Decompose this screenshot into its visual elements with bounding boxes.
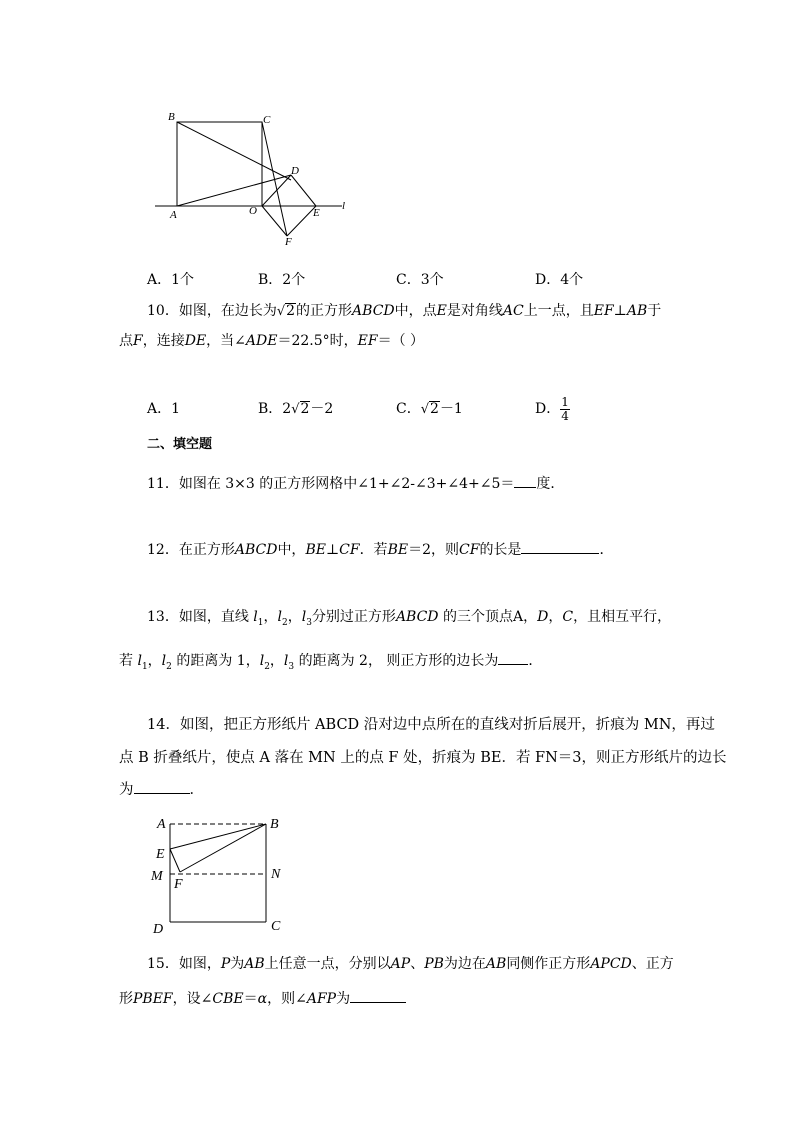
q10-option-c: C．√2－1 <box>396 401 463 417</box>
q10-option-a: A．1 <box>147 401 181 417</box>
q10-option-d: D． $\frac{1}{4}$ <box>535 394 569 423</box>
q9-option-a: A．1个 <box>147 272 195 288</box>
label-c: C <box>271 919 281 934</box>
label-o: O <box>249 205 257 217</box>
segment-ef <box>170 849 180 872</box>
segment-fb <box>180 824 266 872</box>
answer-blank <box>498 650 528 665</box>
fraction: $\frac{1}{4}$ <box>561 394 569 423</box>
label-b: B <box>270 817 279 832</box>
q15-line2: 形PBEF，设∠CBE＝α，则∠AFP为 <box>119 988 406 1009</box>
q14-line3: 为 ． <box>119 779 204 800</box>
q9-option-b: B．2个 <box>258 272 306 288</box>
q9-option-d: D．4个 <box>535 272 584 288</box>
label-e: E <box>156 847 165 862</box>
segment-bd <box>177 122 291 180</box>
crease-be <box>170 824 266 849</box>
q10-line2: 点F，连接DE，当∠ADE＝22.5°时，EF＝（ ） <box>119 333 425 349</box>
label-l: l <box>342 200 346 212</box>
section-heading: 二、填空题 <box>147 437 213 452</box>
q12: 12．在正方形ABCD中，BE⊥CF．若BE＝2，则CF的长是 ． <box>147 539 613 560</box>
segment-ad <box>177 175 291 206</box>
label-n: N <box>271 867 281 882</box>
figure-1 <box>150 108 360 248</box>
answer-blank <box>514 473 536 488</box>
label-b: B <box>168 111 175 123</box>
label-m: M <box>151 869 163 884</box>
answer-blank <box>521 539 599 554</box>
figure-2 <box>148 812 298 936</box>
q14-line2: 点 B 折叠纸片，使点 A 落在 MN 上的点 F 处，折痕为 BE．若 FN＝3，则正方形纸片的边长 <box>119 750 727 766</box>
q10-line1: 10．如图，在边长为√2的正方形ABCD中，点E是对角线AC上一点，且EF⊥AB于 <box>147 303 662 319</box>
q13-line1: 13．如图，直线 $l_1$，$l_2$，$l_3$分别过正方形ABCD 的三个顶点A，D，C，且相互平行， <box>147 609 672 628</box>
q14-line1: 14．如图，把正方形纸片 ABCD 沿对边中点所在的直线对折后展开，折痕为 MN，再过 <box>147 717 715 733</box>
square-abco <box>177 122 262 206</box>
segment-od <box>262 175 291 206</box>
label-c: C <box>263 114 271 126</box>
label-a: A <box>170 209 177 221</box>
label-e: E <box>313 207 320 219</box>
q9-option-c: C．3个 <box>396 272 444 288</box>
q10-option-b: B．2√2－2 <box>258 401 334 417</box>
segment-fe <box>287 206 316 236</box>
answer-blank <box>350 988 406 1003</box>
label-d: D <box>291 165 299 177</box>
label-f: F <box>174 877 183 892</box>
label-d: D <box>153 922 164 936</box>
label-a: A <box>157 817 166 832</box>
label-f: F <box>285 236 292 248</box>
segment-cf <box>262 122 287 236</box>
q13-line2: 若 $l_1$，$l_2$ 的距离为 1，$l_2$，$l_3$ 的距离为 2， 则正方形的边长为 ． <box>119 650 542 677</box>
q15-line1: 15．如图，P为AB上任意一点，分别以AP、PB为边在AB同侧作正方形APCD、正方 <box>147 956 674 972</box>
answer-blank <box>134 779 190 794</box>
segment-de <box>291 175 316 206</box>
q11: 11．如图在 3×3 的正方形网格中∠1+∠2-∠3+∠4+∠5＝ 度． <box>147 473 564 494</box>
